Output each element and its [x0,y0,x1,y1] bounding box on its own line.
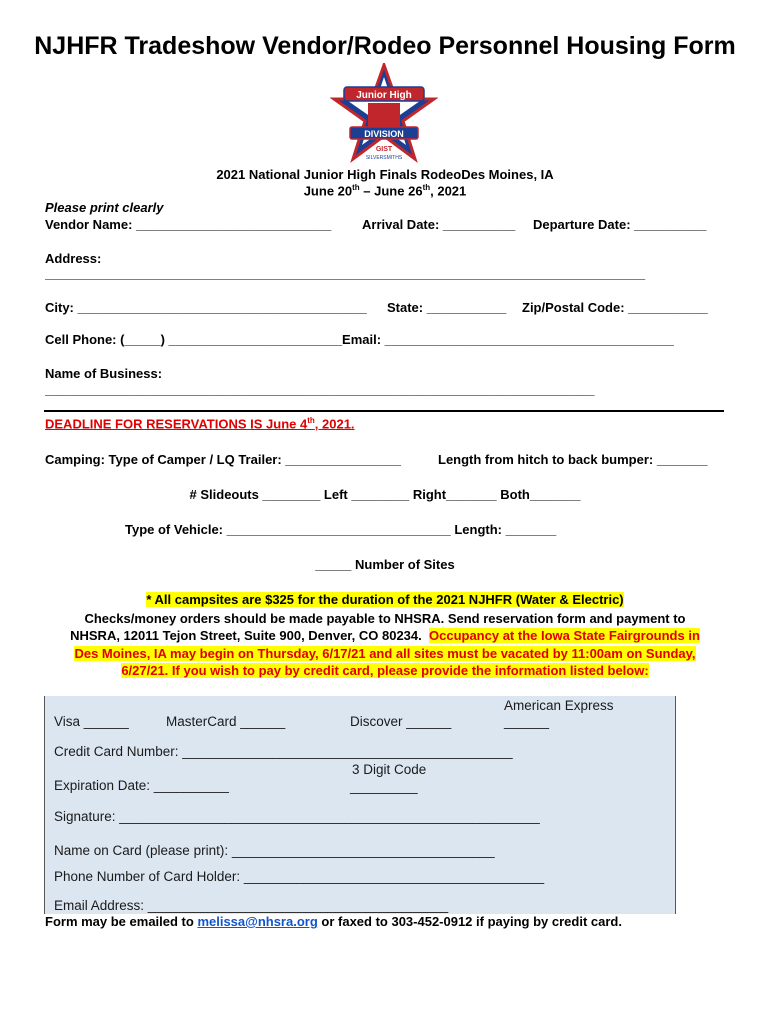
vendor-name-field[interactable]: Vendor Name: ___________________________ [45,217,332,232]
print-note: Please print clearly [45,200,164,215]
pricing-line-5: 6/27/21. If you wish to pay by credit card, please provide the information listed below: [121,663,649,678]
event-dates [0,183,770,198]
email-link[interactable]: melissa@nhsra.org [197,914,318,929]
pricing-line-4: Des Moines, IA may begin on Thursday, 6/17/21 and all sites must be vacated by 11:00am on Sunday, [74,646,696,661]
divider [44,410,724,412]
event-line: 2021 National Junior High Finals RodeoDes Moines, IA [216,167,554,182]
footer-note [45,914,622,929]
address-text: NHSRA, 12011 Tejon Street, Suite 900, Denver, CO 80234. [70,628,422,643]
date-end: – June 26 [359,183,423,199]
city-field[interactable]: City: ________________________________________ [45,300,367,315]
deadline-sup: th [307,416,315,425]
departure-date-field[interactable]: Departure Date: __________ [533,217,707,232]
visa-option[interactable]: Visa ______ [54,714,129,729]
mastercard-option[interactable]: MasterCard ______ [166,714,286,729]
logo-text-4: SILVERSMITHS [365,155,403,161]
camper-type-field[interactable]: Camping: Type of Camper / LQ Trailer: ________________ [45,452,401,467]
star-logo-icon [330,63,438,163]
card-number-field[interactable]: Credit Card Number: ____________________________________________ [54,744,513,759]
address-label: Address: [45,251,102,266]
form-title: NJHFR Tradeshow Vendor/Rodeo Personnel Housing Form [34,32,736,60]
zip-field[interactable]: Zip/Postal Code: ___________ [522,300,708,315]
deadline-notice [45,416,355,431]
logo-text-3: GIST [375,146,393,153]
card-email-field[interactable]: Email Address: ________________________________________ [54,898,449,913]
amex-option[interactable]: American Express [504,698,614,713]
date-year: , 2021 [430,183,467,199]
card-name-field[interactable]: Name on Card (please print): ___________________________________ [54,843,495,858]
signature-field[interactable]: Signature: ________________________________________________________ [54,809,540,824]
footer-suffix: or faxed to 303-452-0912 if paying by credit card. [317,914,622,929]
date-start-sup: th [352,183,360,192]
hitch-length-field[interactable]: Length from hitch to back bumper: _______ [438,452,708,467]
logo-text-2: DIVISION [364,129,404,139]
digit-code-label: 3 Digit Code [352,762,427,777]
arrival-date-field[interactable]: Arrival Date: __________ [362,217,516,232]
logo-text-1: Junior High [356,90,412,101]
footer-prefix: Form may be emailed to [45,914,198,929]
deadline-text: DEADLINE FOR RESERVATIONS IS June 4 [45,416,308,432]
vehicle-field[interactable]: Type of Vehicle: _______________________________ Length: _______ [125,522,557,537]
pricing-line-1: * All campsites are $325 for the duration of the 2021 NJHFR (Water & Electric) [146,592,624,607]
amex-line[interactable]: ______ [504,714,550,729]
discover-option[interactable]: Discover ______ [350,714,452,729]
digit-code-field[interactable]: _________ [350,779,418,794]
card-phone-field[interactable]: Phone Number of Card Holder: ________________________________________ [54,869,545,884]
expiration-field[interactable]: Expiration Date: __________ [54,778,229,793]
date-end-sup: th [422,183,431,192]
state-field[interactable]: State: ___________ [387,300,507,315]
deadline-year: , 2021. [314,416,355,432]
business-field[interactable]: ____________________________________________________________________________ [45,382,595,397]
occupancy-text: Occupancy at the Iowa State Fairgrounds in [429,628,700,643]
date-start: June 20 [303,183,353,199]
slideouts-field[interactable]: # Slideouts ________ Left ________ Right_______ Both_______ [189,487,581,502]
phone-email-field[interactable]: Cell Phone: (_____) ________________________Email: ________________________________________ [45,332,674,347]
rodeo-logo [330,63,438,163]
pricing-line-2: Checks/money orders should be made payable to NHSRA. Send reservation form and payment to [84,611,686,626]
address-field[interactable]: ___________________________________________________________________________________ [45,266,646,281]
sites-field[interactable]: _____ Number of Sites [315,557,455,572]
business-label: Name of Business: [45,366,163,381]
pricing-line-3 [0,628,770,643]
